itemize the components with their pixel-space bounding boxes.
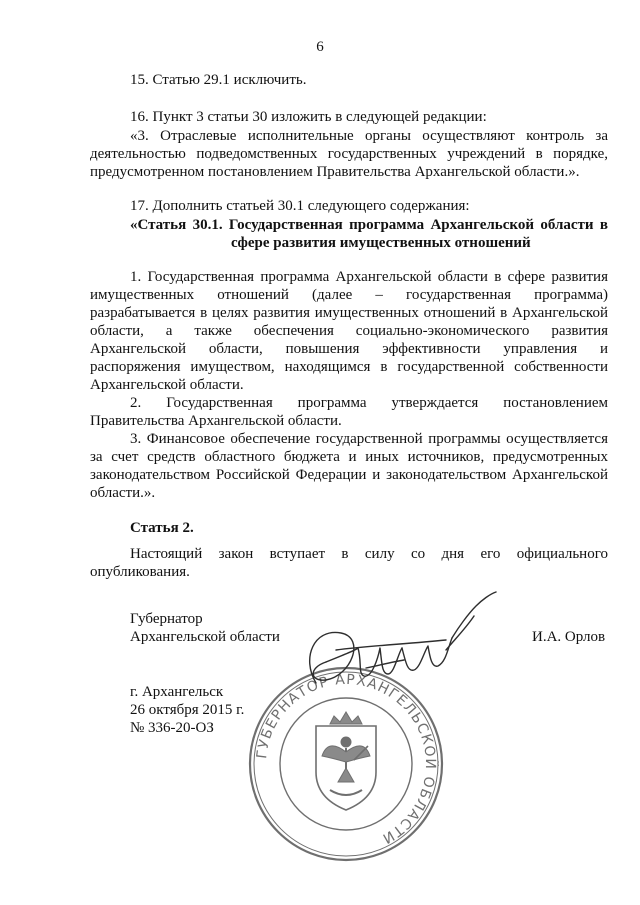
item-15: 15. Статью 29.1 исключить. bbox=[130, 72, 307, 88]
art301-p1-line: Архангельской области, повышения эффективности управления и bbox=[90, 341, 608, 357]
art301-p2-line: 2. Государственная программа утверждается постановлением bbox=[130, 395, 608, 411]
article-2-line: Настоящий закон вступает в силу со дня его официального bbox=[130, 546, 608, 562]
article-2-line: опубликования. bbox=[90, 564, 190, 580]
article-2-title: Статья 2. bbox=[130, 520, 194, 536]
art301-p1-line: области, а также обеспечения социально-экономического развития bbox=[90, 323, 608, 339]
governor-signature bbox=[296, 588, 506, 698]
seal-text: ГУБЕРНАТОР АРХАНГЕЛЬСКОЙ ОБЛАСТИ bbox=[254, 671, 439, 847]
item-16-intro: 16. Пункт 3 статьи 30 изложить в следующей редакции: bbox=[130, 109, 487, 125]
art301-p1-line: распоряжения имуществом, находящимся в государственной собственности bbox=[90, 359, 608, 375]
signatory-name: И.А. Орлов bbox=[532, 629, 606, 645]
art301-p1-line: 1. Государственная программа Архангельской области в сфере развития bbox=[130, 269, 608, 285]
coat-of-arms-icon bbox=[316, 712, 376, 810]
signatory-region: Архангельской области bbox=[130, 629, 280, 645]
article-30-1-heading: «Статья 30.1. Государственная программа Архангельской области в bbox=[130, 217, 608, 233]
law-number: № 336-20-ОЗ bbox=[130, 720, 214, 736]
art301-p1-line: Архангельской области. bbox=[90, 377, 244, 393]
art301-p3-line: законодательством Российской Федерации и законодательством Архангельской bbox=[90, 467, 608, 483]
art301-p2-line: Правительства Архангельской области. bbox=[90, 413, 342, 429]
art301-p1-line: имущественных отношений (далее – государственная программа) bbox=[90, 287, 608, 303]
item-17-intro: 17. Дополнить статьей 30.1 следующего содержания: bbox=[130, 198, 470, 214]
item-16-line: предусмотренном постановлением Правительства Архангельской области.». bbox=[90, 164, 580, 180]
art301-p3-line: 3. Финансовое обеспечение государственной программы осуществляется bbox=[130, 431, 608, 447]
page-number: 6 bbox=[316, 39, 324, 55]
item-16-line: «3. Отраслевые исполнительные органы осуществляют контроль за bbox=[130, 128, 608, 144]
place: г. Архангельск bbox=[130, 684, 224, 700]
item-16-line: деятельностью подведомственных государственных учреждений в порядке, bbox=[90, 146, 608, 162]
signatory-title: Губернатор bbox=[130, 611, 203, 627]
date: 26 октября 2015 г. bbox=[130, 702, 245, 718]
art301-p3-line: области.». bbox=[90, 485, 156, 501]
art301-p1-line: разрабатывается в целях развития имущественных отношений в Архангельской bbox=[90, 305, 608, 321]
article-30-1-heading-cont: сфере развития имущественных отношений bbox=[231, 235, 531, 251]
art301-p3-line: за счет средств областного бюджета и иных источников, предусмотренных bbox=[90, 449, 608, 465]
